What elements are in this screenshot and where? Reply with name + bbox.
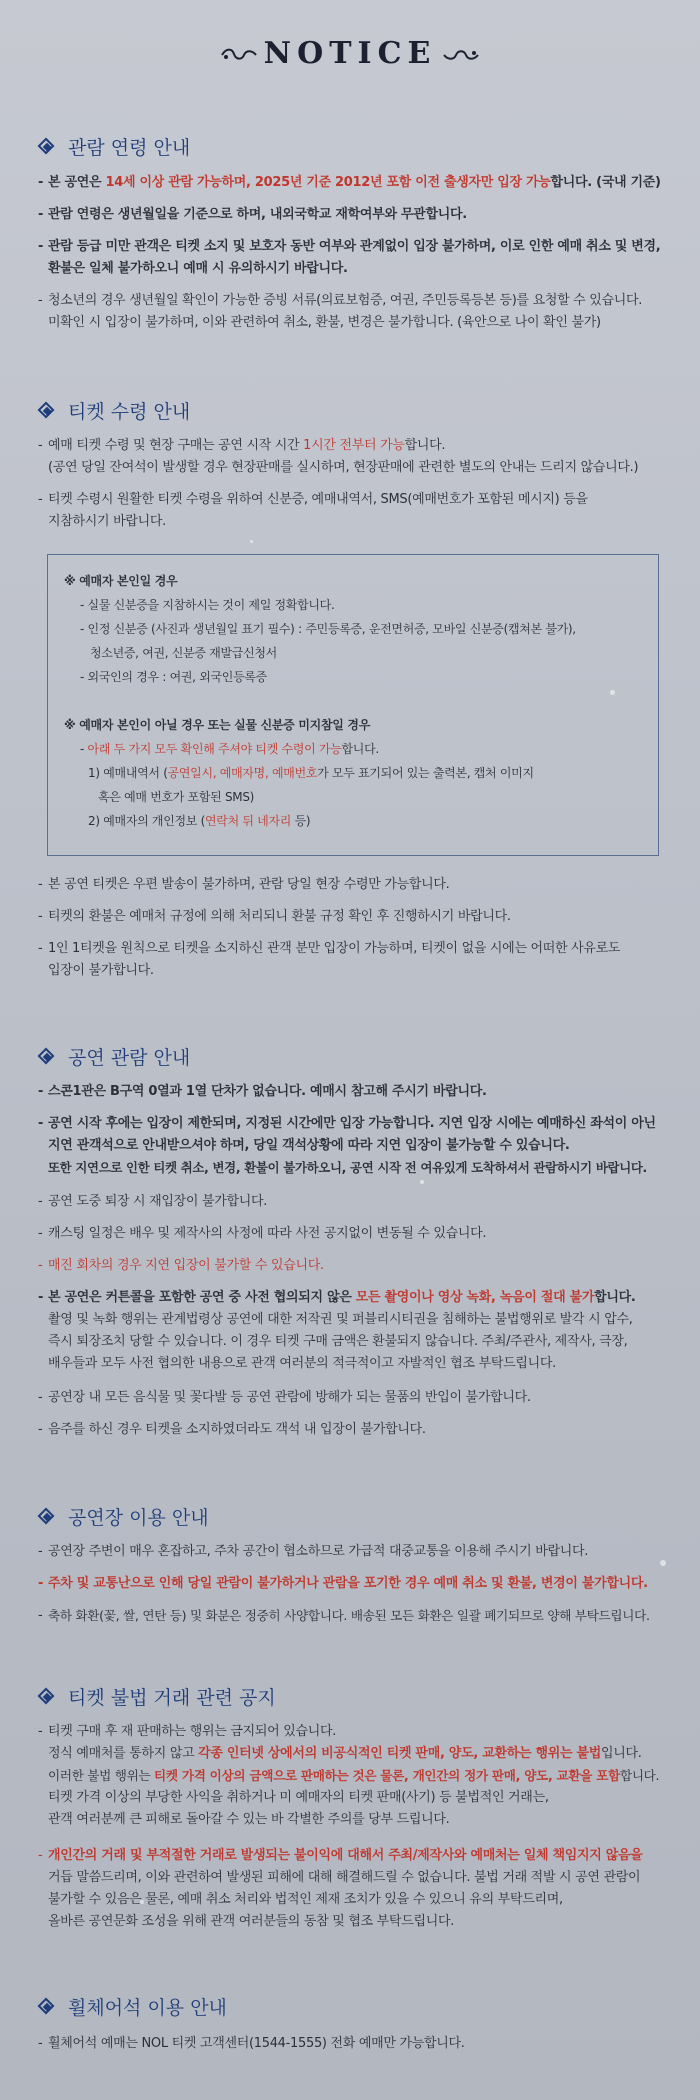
page-title <box>0 36 700 71</box>
list-item <box>38 2033 678 2055</box>
highlight-text: 아래 두 가지 모두 확인해 주셔야 티켓 수령이 가능 <box>87 742 342 756</box>
box-line <box>88 811 310 831</box>
section-heading-wheelchair <box>38 1993 227 2020</box>
text-run: 티켓 구매 후 재 판매하는 행위는 금지되어 있습니다. <box>48 1724 337 1739</box>
text-run: 합니다. (국내 기준) <box>550 175 661 190</box>
list-dash: - <box>38 1608 43 1623</box>
list-dash: - <box>38 1194 43 1209</box>
list-dash: - <box>38 207 44 222</box>
text-run: 관람 연령은 생년월일을 기준으로 하며, 내외국학교 재학여부와 무관합니다. <box>48 207 467 222</box>
ornament-right-icon <box>442 46 480 64</box>
highlight-text: 공연일시, 예매자명, 예매번호 <box>167 766 318 780</box>
diamond-bullet-icon <box>38 1508 56 1526</box>
list-dash: - <box>38 1116 44 1131</box>
text-run: 입장이 불가합니다. <box>48 963 154 978</box>
text-run: 합니다. <box>341 742 379 756</box>
text-run: 예매 티켓 수령 및 현장 구매는 공연 시작 시간 <box>48 438 304 453</box>
text-run: 합니다. <box>404 438 446 453</box>
list-item <box>38 1721 678 1831</box>
section-heading-age <box>38 133 190 160</box>
section-heading-illegal-trade <box>38 1683 276 1710</box>
text-run: 정식 예매처를 통하지 않고 <box>48 1746 199 1761</box>
diamond-bullet-icon <box>38 138 56 156</box>
text-run: 1) 예매내역서 ( <box>88 766 168 780</box>
text-run: 티켓 수령시 원활한 티켓 수령을 위하여 신분증, 예매내역서, SMS(예매번호가 포함된 메시지) 등을 <box>48 492 588 507</box>
box-line <box>80 739 379 759</box>
text-run: 촬영 및 녹화 행위는 관계법령상 공연에 대한 저작권 및 퍼블리시티권을 침해하는 불법행위로 발각 시 압수, <box>48 1312 633 1327</box>
snowflake <box>250 540 253 543</box>
title-text: NOTICE <box>263 36 437 71</box>
text-run: 본 공연은 <box>48 175 106 190</box>
text-run: 본 공연은 커튼콜을 포함한 공연 중 사전 협의되지 않은 <box>48 1290 356 1305</box>
list-dash: - <box>38 492 43 507</box>
box-line: - 인정 신분증 (사진과 생년월일 표기 필수) : 주민등록증, 운전면허증, 모바일 신분증(캡쳐본 불가), <box>80 622 576 636</box>
text-run: 공연장 주변이 매우 혼잡하고, 주차 공간이 협소하므로 가급적 대중교통을 이용해 주시기 바랍니다. <box>48 1544 589 1559</box>
diamond-bullet-icon <box>38 402 56 420</box>
text-run: 음주를 하신 경우 티켓을 소지하였더라도 객석 내 입장이 불가합니다. <box>48 1422 426 1437</box>
text-run: 미확인 시 입장이 불가하며, 이와 관련하여 취소, 환불, 변경은 불가합니다. (육안으로 나이 확인 불가) <box>48 315 601 330</box>
diamond-bullet-icon <box>38 1688 56 1706</box>
list-item <box>38 290 678 334</box>
list-item <box>38 1287 678 1375</box>
text-run: 본 공연 티켓은 우편 발송이 불가하며, 관람 당일 현장 수령만 가능합니다. <box>48 877 450 892</box>
section-heading-ticket <box>38 397 190 424</box>
text-run: 공연 도중 퇴장 시 재입장이 불가합니다. <box>48 1194 268 1209</box>
list-item <box>38 1541 678 1563</box>
section-heading-text: 공연 관람 안내 <box>68 1047 191 1069</box>
highlight-text: 매진 회차의 경우 지연 입장이 불가할 수 있습니다. <box>48 1258 324 1273</box>
text-run: 입니다. <box>600 1746 642 1761</box>
text-run: 캐스팅 일정은 배우 및 제작사의 사정에 따라 사전 공지없이 변동될 수 있습니다. <box>48 1226 487 1241</box>
list-item <box>38 1845 678 1933</box>
box-line: 혹은 예매 번호가 포함된 SMS) <box>98 790 255 804</box>
section-heading-show <box>38 1043 190 1070</box>
section-heading-text: 티켓 불법 거래 관련 공지 <box>68 1687 276 1709</box>
list-item <box>38 236 678 280</box>
list-dash: - <box>38 1422 43 1437</box>
list-item <box>38 1191 678 1213</box>
highlight-text: 모든 촬영이나 영상 녹화, 녹음이 절대 불가 <box>355 1290 595 1305</box>
list-dash: - <box>38 1226 43 1241</box>
section-heading-text: 관람 연령 안내 <box>68 137 191 159</box>
list-dash: - <box>38 175 44 190</box>
box-line: - 외국인의 경우 : 여권, 외국인등록증 <box>80 670 267 684</box>
text-run: 티켓의 환불은 예매처 규정에 의해 처리되니 환불 규정 확인 후 진행하시기 바랍니다. <box>48 909 511 924</box>
list-dash: - <box>38 1544 43 1559</box>
list-dash: - <box>38 877 43 892</box>
list-item <box>38 1223 678 1245</box>
list-dash: - <box>38 909 43 924</box>
id-requirements-box <box>47 554 659 856</box>
text-run: 배우들과 모두 사전 협의한 내용으로 관객 여러분의 적극적이고 자발적인 협조 부탁드립니다. <box>48 1356 556 1371</box>
list-dash: - <box>38 1848 43 1863</box>
text-run: 청소년의 경우 생년월일 확인이 가능한 증빙 서류(의료보험증, 여권, 주민등록등본 등)를 요청할 수 있습니다. <box>48 293 643 308</box>
list-dash: - <box>38 2036 43 2051</box>
section-heading-text: 휠체어석 이용 안내 <box>68 1997 227 2019</box>
text-run: 이러한 불법 행위는 <box>48 1768 155 1783</box>
list-item <box>38 906 678 928</box>
text-run: 지참하시기 바랍니다. <box>48 514 166 529</box>
text-run: 합니다. <box>594 1290 636 1305</box>
list-item <box>38 1255 678 1277</box>
list-dash: - <box>38 941 43 956</box>
text-run: 2) 예매자의 개인정보 ( <box>88 814 205 828</box>
text-run: 관객 여러분께 큰 피해로 돌아갈 수 있는 바 각별한 주의를 당부 드립니다. <box>48 1812 450 1827</box>
highlight-text: 개인간의 거래 및 부적절한 거래로 발생되는 불이익에 대해서 주최/제작사와 예매처는 일체 책임지지 않음을 <box>48 1848 643 1863</box>
list-item <box>38 435 678 479</box>
list-dash: - <box>38 1258 43 1273</box>
text-run: 즉시 퇴장조치 당할 수 있습니다. 이 경우 티켓 구매 금액은 환불되지 않습니다. 주최/주관사, 제작사, 극장, <box>48 1334 628 1349</box>
snowflake <box>420 1180 424 1184</box>
text-run: 휠체어석 예매는 NOL 티켓 고객센터(1544-1555) 전화 예매만 가능합니다. <box>48 2036 465 2051</box>
text-run: 공연 시작 후에는 입장이 제한되며, 지정된 시간에만 입장 가능합니다. 지연 입장 시에는 예매하신 좌석이 아닌 <box>48 1116 656 1131</box>
text-run: 공연장 내 모든 음식물 및 꽃다발 등 공연 관람에 방해가 되는 물품의 반입이 불가합니다. <box>48 1390 531 1405</box>
text-run: 스콘1관은 B구역 0열과 1열 단차가 없습니다. 예매시 참고해 주시기 바랍니다. <box>48 1084 487 1099</box>
list-dash: - <box>38 1576 44 1591</box>
text-run: 불가할 수 있음은 물론, 예매 취소 처리와 법적인 제재 조치가 있을 수 있으니 유의 부탁드리며, <box>48 1892 563 1907</box>
text-run: 올바른 공연문화 조성을 위해 관객 여러분들의 동참 및 협조 부탁드립니다. <box>48 1914 455 1929</box>
text-run: 거듭 말씀드리며, 이와 관련하여 발생된 피해에 대해 해결해드릴 수 없습니다. 불법 거래 적발 시 공연 관람이 <box>48 1870 641 1885</box>
list-item <box>38 874 678 896</box>
list-dash: - <box>38 1724 43 1739</box>
list-dash: - <box>38 293 43 308</box>
box-heading: ※ 예매자 본인일 경우 <box>64 574 178 588</box>
diamond-bullet-icon <box>38 1048 56 1066</box>
list-item <box>38 1419 678 1441</box>
list-item <box>38 1573 678 1595</box>
text-run: 티켓 가격 이상의 부당한 사익을 취하거나 미 예매자의 티켓 판매(사기) 등 불법적인 거래는, <box>48 1790 549 1805</box>
text-run: - <box>80 742 88 756</box>
box-line <box>88 763 534 783</box>
box-line: - 실물 신분증을 지참하시는 것이 제일 정확합니다. <box>80 598 335 612</box>
section-heading-venue <box>38 1503 209 1530</box>
list-item <box>38 1113 678 1179</box>
section-heading-text: 공연장 이용 안내 <box>68 1507 209 1529</box>
list-dash: - <box>38 1084 44 1099</box>
text-run: 가 모두 표기되어 있는 출력본, 캡처 이미지 <box>317 766 534 780</box>
highlight-text: 연락처 뒤 네자리 <box>204 814 292 828</box>
text-run: 1인 1티켓을 원칙으로 티켓을 소지하신 관객 분만 입장이 가능하며, 티켓이 없을 시에는 어떠한 사유로도 <box>48 941 621 956</box>
section-heading-text: 티켓 수령 안내 <box>68 401 191 423</box>
highlight-text: 각종 인터넷 상에서의 비공식적인 티켓 판매, 양도, 교환하는 행위는 불법 <box>198 1746 601 1761</box>
list-item <box>38 204 678 226</box>
list-item <box>38 489 678 533</box>
text-run: 환불은 일체 불가하오니 예매 시 유의하시기 바랍니다. <box>48 261 348 276</box>
box-line: 청소년증, 여권, 신분증 재발급신청서 <box>90 646 277 660</box>
highlight-text: 주차 및 교통난으로 인해 당일 관람이 불가하거나 관람을 포기한 경우 예매 취소 및 환불, 변경이 불가합니다. <box>48 1576 648 1591</box>
text-run: 축하 화환(꽃, 쌀, 연탄 등) 및 화분은 정중히 사양합니다. 배송된 모든 화환은 일괄 폐기되므로 양해 부탁드립니다. <box>48 1608 650 1623</box>
highlight-text: 14세 이상 관람 가능하며, 2025년 기준 2012년 포함 이전 출생자만 입장 가능 <box>105 175 551 190</box>
ornament-left-icon <box>220 46 258 64</box>
list-item <box>38 1081 678 1103</box>
box-heading: ※ 예매자 본인이 아닐 경우 또는 실물 신분증 미지참일 경우 <box>64 718 370 732</box>
list-item <box>38 172 678 194</box>
list-dash: - <box>38 1390 43 1405</box>
list-item <box>38 938 678 982</box>
list-dash: - <box>38 239 44 254</box>
text-run: (공연 당일 잔여석이 발생할 경우 현장판매를 실시하며, 현장판매에 관련한 별도의 안내는 드리지 않습니다.) <box>48 460 639 475</box>
text-run: 합니다. <box>619 1768 660 1783</box>
highlight-text: 티켓 가격 이상의 금액으로 판매하는 것은 물론, 개인간의 정가 판매, 양도, 교환을 포함 <box>154 1768 620 1783</box>
text-run: 등) <box>291 814 311 828</box>
highlight-text: 1시간 전부터 가능 <box>303 438 405 453</box>
text-run: 관람 등급 미만 관객은 티켓 소지 및 보호자 동반 여부와 관계없이 입장 불가하며, 이로 인한 예매 취소 및 변경, <box>48 239 661 254</box>
list-item <box>38 1387 678 1409</box>
list-dash: - <box>38 1290 44 1305</box>
text-run: 지연 관객석으로 안내받으셔야 하며, 당일 객석상황에 따라 지연 입장이 불가능할 수 있습니다. <box>48 1138 570 1153</box>
diamond-bullet-icon <box>38 1998 56 2016</box>
list-dash: - <box>38 438 43 453</box>
text-run: 또한 지연으로 인한 티켓 취소, 변경, 환불이 불가하오니, 공연 시작 전 여유있게 도착하셔서 관람하시기 바랍니다. <box>48 1160 647 1175</box>
list-item <box>38 1605 678 1627</box>
